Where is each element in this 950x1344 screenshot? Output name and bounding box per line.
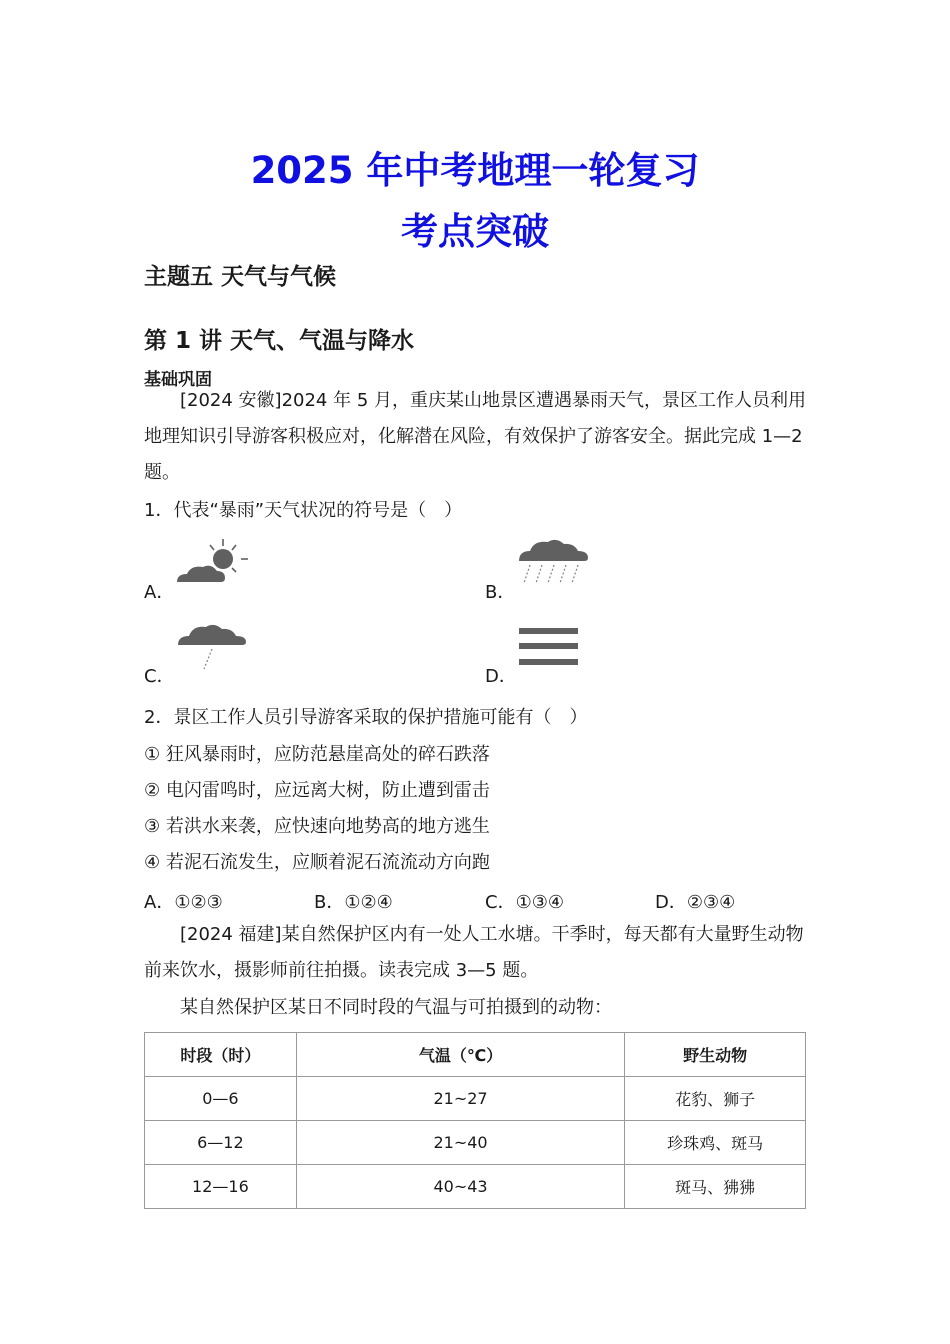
table-cell: 珍珠鸡、斑马	[625, 1121, 806, 1165]
cloud-heavy-rain-icon	[516, 535, 592, 587]
lesson-heading: 第 1 讲 天气、气温与降水	[144, 328, 415, 354]
section-heading: 基础巩固	[144, 370, 212, 390]
q2-item-4: ④ 若泥石流发生，应顺着泥石流流动方向跑	[144, 852, 490, 873]
page-title: 2025 年中考地理一轮复习	[250, 149, 700, 192]
page-subtitle: 考点突破	[401, 210, 549, 253]
table-cell: 12—16	[145, 1165, 297, 1209]
table-header-cell: 野生动物	[625, 1033, 806, 1077]
q1-option-b-label: B．	[485, 582, 516, 603]
table-cell: 斑马、狒狒	[625, 1165, 806, 1209]
table-cell: 0—6	[145, 1077, 297, 1121]
fog-icon	[519, 627, 579, 669]
table-caption: 某自然保护区某日不同时段的气温与可拍摄到的动物：	[180, 997, 612, 1018]
q2-option-a: A．①②③	[144, 892, 223, 913]
table-cell: 花豹、狮子	[625, 1077, 806, 1121]
sun-behind-cloud-icon	[175, 537, 253, 587]
table-row	[145, 1121, 806, 1165]
table-cell: 6—12	[145, 1121, 297, 1165]
data-table	[144, 1032, 806, 1209]
table-header-cell: 时段（时）	[145, 1033, 297, 1077]
q2-item-1: ① 狂风暴雨时，应防范悬崖高处的碎石跌落	[144, 744, 490, 765]
table-header-row	[145, 1033, 806, 1077]
table-cell: 21~27	[296, 1077, 624, 1121]
question-2-stem: 2．景区工作人员引导游客采取的保护措施可能有（ ）	[144, 707, 588, 728]
q1-option-a-label: A．	[144, 582, 175, 603]
q2-item-2: ② 电闪雷鸣时，应远离大树，防止遭到雷击	[144, 780, 490, 801]
table-cell: 21~40	[296, 1121, 624, 1165]
table-header-cell: 气温（℃）	[296, 1033, 624, 1077]
table-row	[145, 1077, 806, 1121]
cloud-light-rain-icon	[176, 619, 250, 671]
table-row	[145, 1165, 806, 1209]
q2-option-b: B．①②④	[314, 892, 393, 913]
q1-option-d-label: D．	[485, 666, 517, 687]
q1-option-c-label: C．	[144, 666, 175, 687]
q2-option-d: D．②③④	[655, 892, 736, 913]
passage-1: [2024 安徽]2024 年 5 月，重庆某山地景区遭遇暴雨天气，景区工作人员利用地理知识引导游客积极应对，化解潜在风险，有效保护了游客安全。据此完成 1—2 题。	[144, 390, 806, 483]
question-1-stem: 1．代表“暴雨”天气状况的符号是（ ）	[144, 500, 463, 521]
table-cell: 40~43	[296, 1165, 624, 1209]
topic-heading: 主题五 天气与气候	[144, 264, 337, 290]
passage-2: [2024 福建]某自然保护区内有一处人工水塘。干季时，每天都有大量野生动物前来饮水，摄影师前往拍摄。读表完成 3—5 题。	[144, 924, 804, 981]
q2-option-c: C．①③④	[485, 892, 564, 913]
q2-item-3: ③ 若洪水来袭，应快速向地势高的地方逃生	[144, 816, 490, 837]
